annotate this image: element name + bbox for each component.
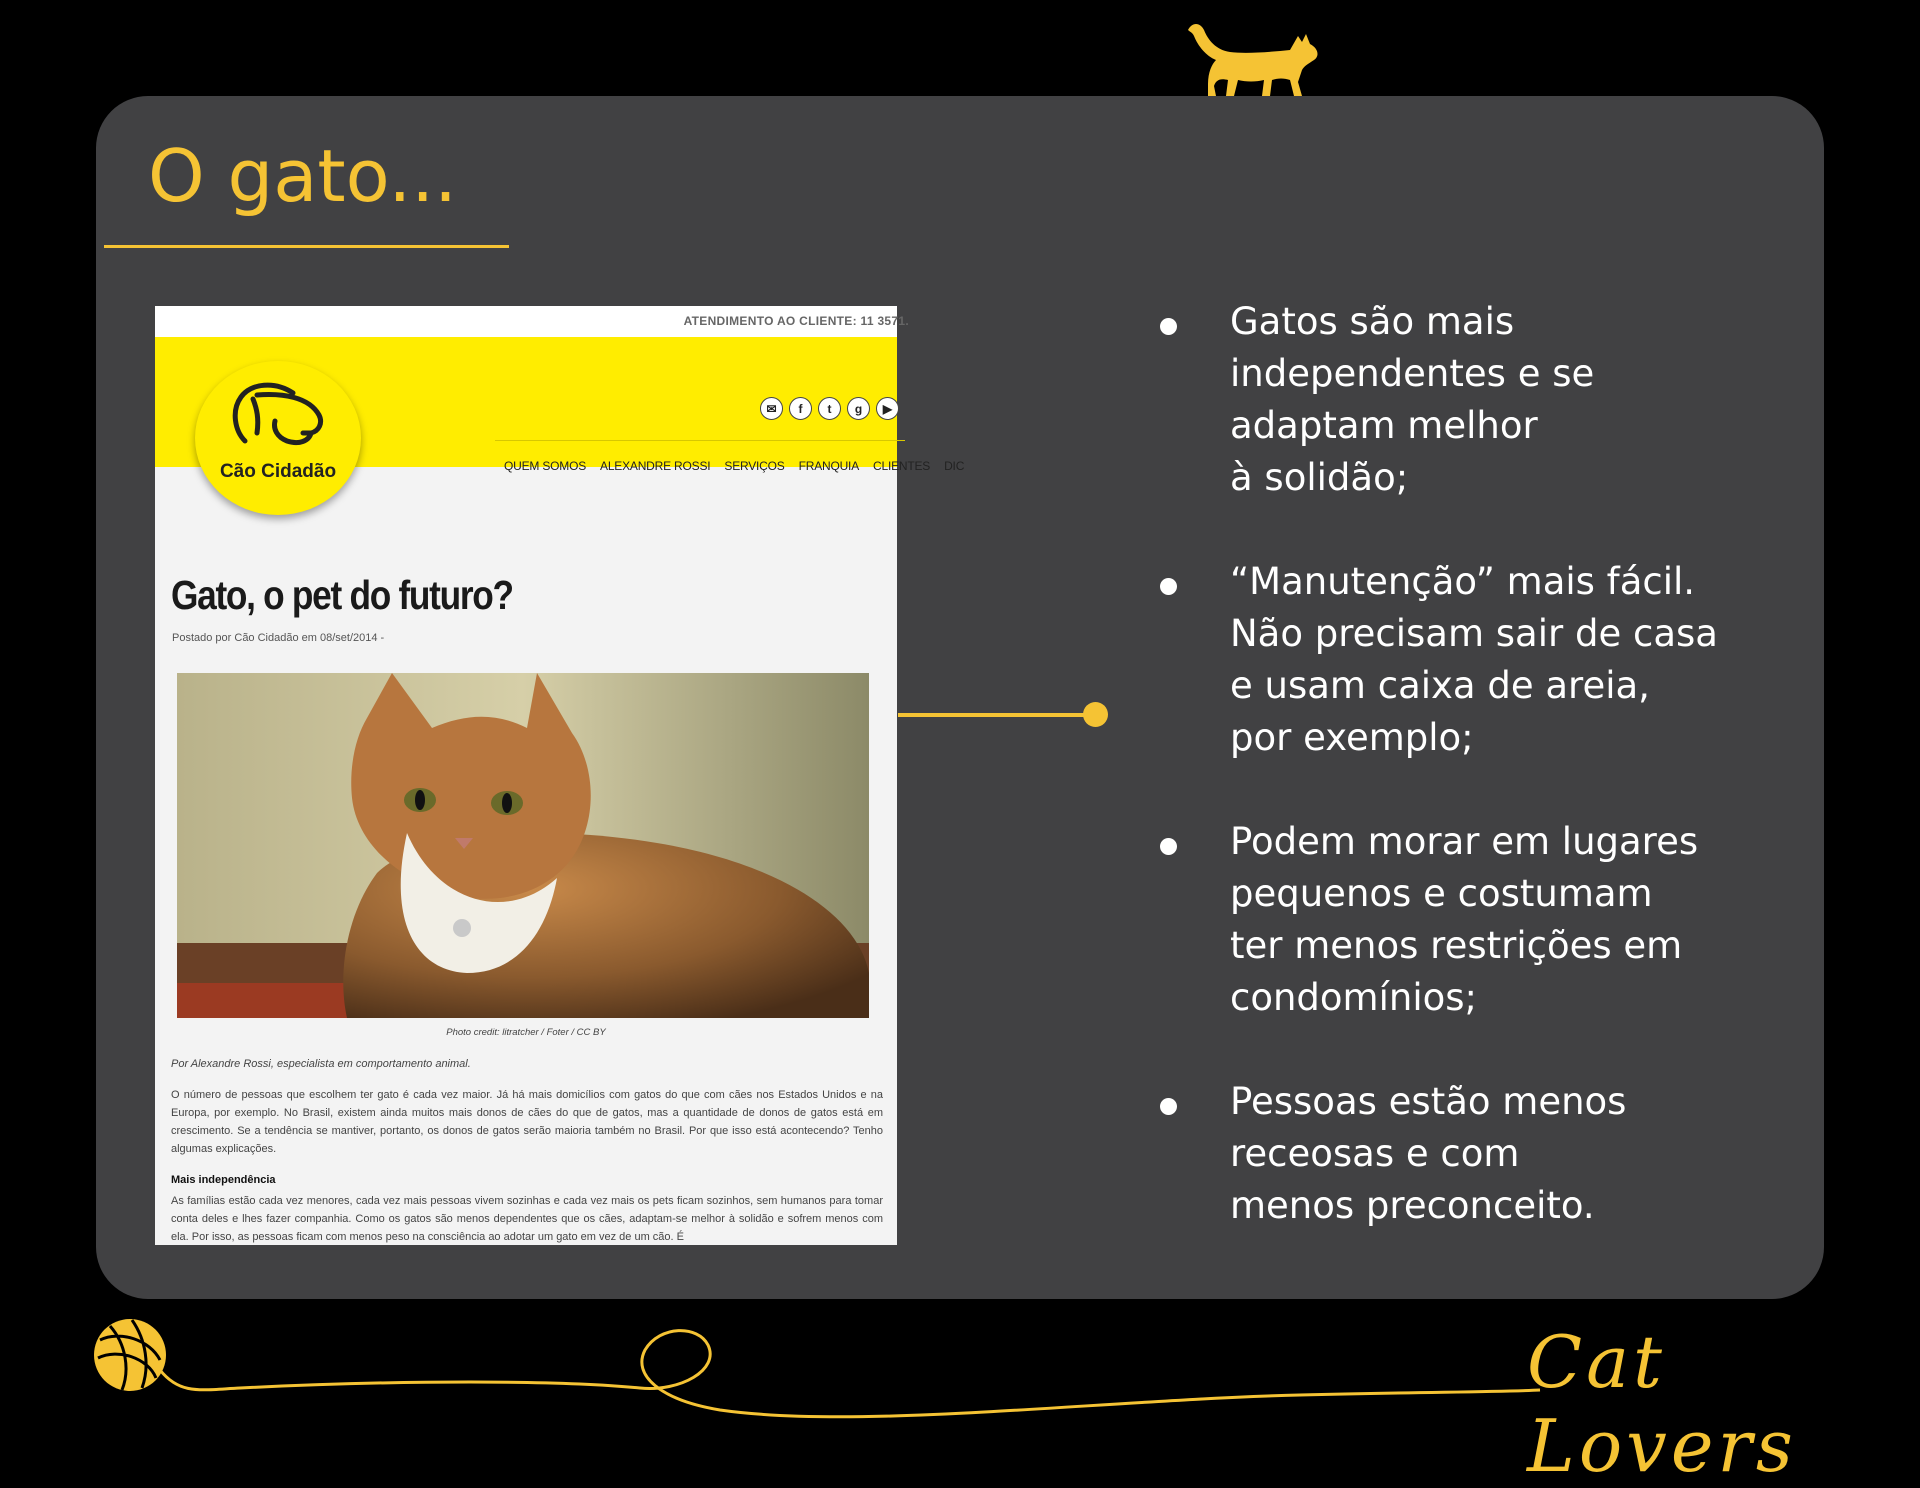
nav-divider (495, 440, 905, 441)
twitter-icon[interactable]: t (818, 397, 841, 420)
nav-item-servicos[interactable]: SERVIÇOS (724, 459, 785, 473)
site-header (155, 337, 965, 482)
email-icon[interactable]: ✉ (760, 397, 783, 420)
bullet-item (1150, 556, 1800, 764)
bullet-text: Gatos são mais independentes e se adaptam melhor à solidão; (1230, 300, 1595, 499)
connector-dot (1083, 702, 1108, 727)
site-top-bar (155, 306, 909, 337)
nav-item-quem-somos[interactable]: QUEM SOMOS (504, 459, 587, 473)
photo-credit: Photo credit: litratcher / Foter / CC BY (446, 1027, 606, 1038)
google-plus-icon[interactable]: g (847, 397, 870, 420)
nav-item-franquia[interactable]: FRANQUIA (798, 459, 859, 473)
bullet-item (1150, 816, 1800, 1024)
brand-signature: Cat Lovers (1527, 1320, 1797, 1488)
cat-silhouette-icon (1186, 20, 1326, 98)
bullet-item (1150, 1076, 1800, 1232)
bullet-text: “Manutenção” mais fácil. Não precisam sair de casa e usam caixa de areia, por exemplo; (1230, 560, 1718, 759)
yarn-ball-icon (94, 1319, 166, 1391)
bullet-list (1150, 296, 1800, 1284)
nav-item-dic[interactable]: DIC (944, 459, 965, 473)
post-byline: Por Alexandre Rossi, especialista em comportamento animal. (171, 1058, 471, 1070)
post-paragraph: O número de pessoas que escolhem ter gato é cada vez maior. Já há mais domicílios com gatos do que com cães nos Estados Unidos e na Europa, por exemplo. No Brasil, existem ainda muitos mais donos de cães do que de gatos, mas a quantidade de donos de gatos está em crescimento. Se a tendência se mantiver, portanto, os donos de gatos serão maioria também no Brasil. Por que isso está acontecendo? Tenho algumas explicações. (171, 1089, 883, 1155)
bullet-dot-icon (1160, 318, 1177, 335)
facebook-icon[interactable]: f (789, 397, 812, 420)
dog-logo-icon (223, 375, 335, 465)
post-meta: Postado por Cão Cidadão em 08/set/2014 - (172, 632, 385, 644)
bullet-text: Pessoas estão menos receosas e com menos preconceito. (1230, 1080, 1627, 1227)
bullet-dot-icon (1160, 1098, 1177, 1115)
nav-item-clientes[interactable]: CLIENTES (873, 459, 931, 473)
logo-text: Cão Cidadão (219, 461, 337, 482)
social-icons (760, 397, 899, 420)
site-nav (504, 459, 964, 473)
cat-photo (177, 673, 869, 1018)
website-screenshot (155, 306, 965, 1245)
post-title: Gato, o pet do futuro? (171, 572, 513, 618)
post-paragraph: As famílias estão cada vez menores, cada vez mais pessoas vivem sozinhas e cada vez mais os pets ficam sozinhos, sem humanos para tomar conta deles e lhes fazer companhia. Como os gatos são menos dependentes que os cães, adaptam-se melhor à solidão e sofrem menos com ela. Por isso, as pessoas ficam com menos peso na consciência ao adotar um gato em vez de um cão. É (171, 1195, 883, 1243)
bullet-item (1150, 296, 1800, 504)
site-logo[interactable] (195, 361, 361, 515)
customer-service-text: ATENDIMENTO AO CLIENTE: 11 3571. (683, 314, 909, 328)
title-underline (104, 245, 509, 248)
bullet-dot-icon (1160, 838, 1177, 855)
bullet-dot-icon (1160, 578, 1177, 595)
slide-title: O gato... (148, 134, 458, 218)
youtube-icon[interactable]: ▶ (876, 397, 899, 420)
bullet-text: Podem morar em lugares pequenos e costumam ter menos restrições em condomínios; (1230, 820, 1699, 1019)
connector-line (898, 713, 1093, 717)
post-subheading: Mais independência (171, 1174, 276, 1186)
nav-item-alexandre-rossi[interactable]: ALEXANDRE ROSSI (600, 459, 711, 473)
